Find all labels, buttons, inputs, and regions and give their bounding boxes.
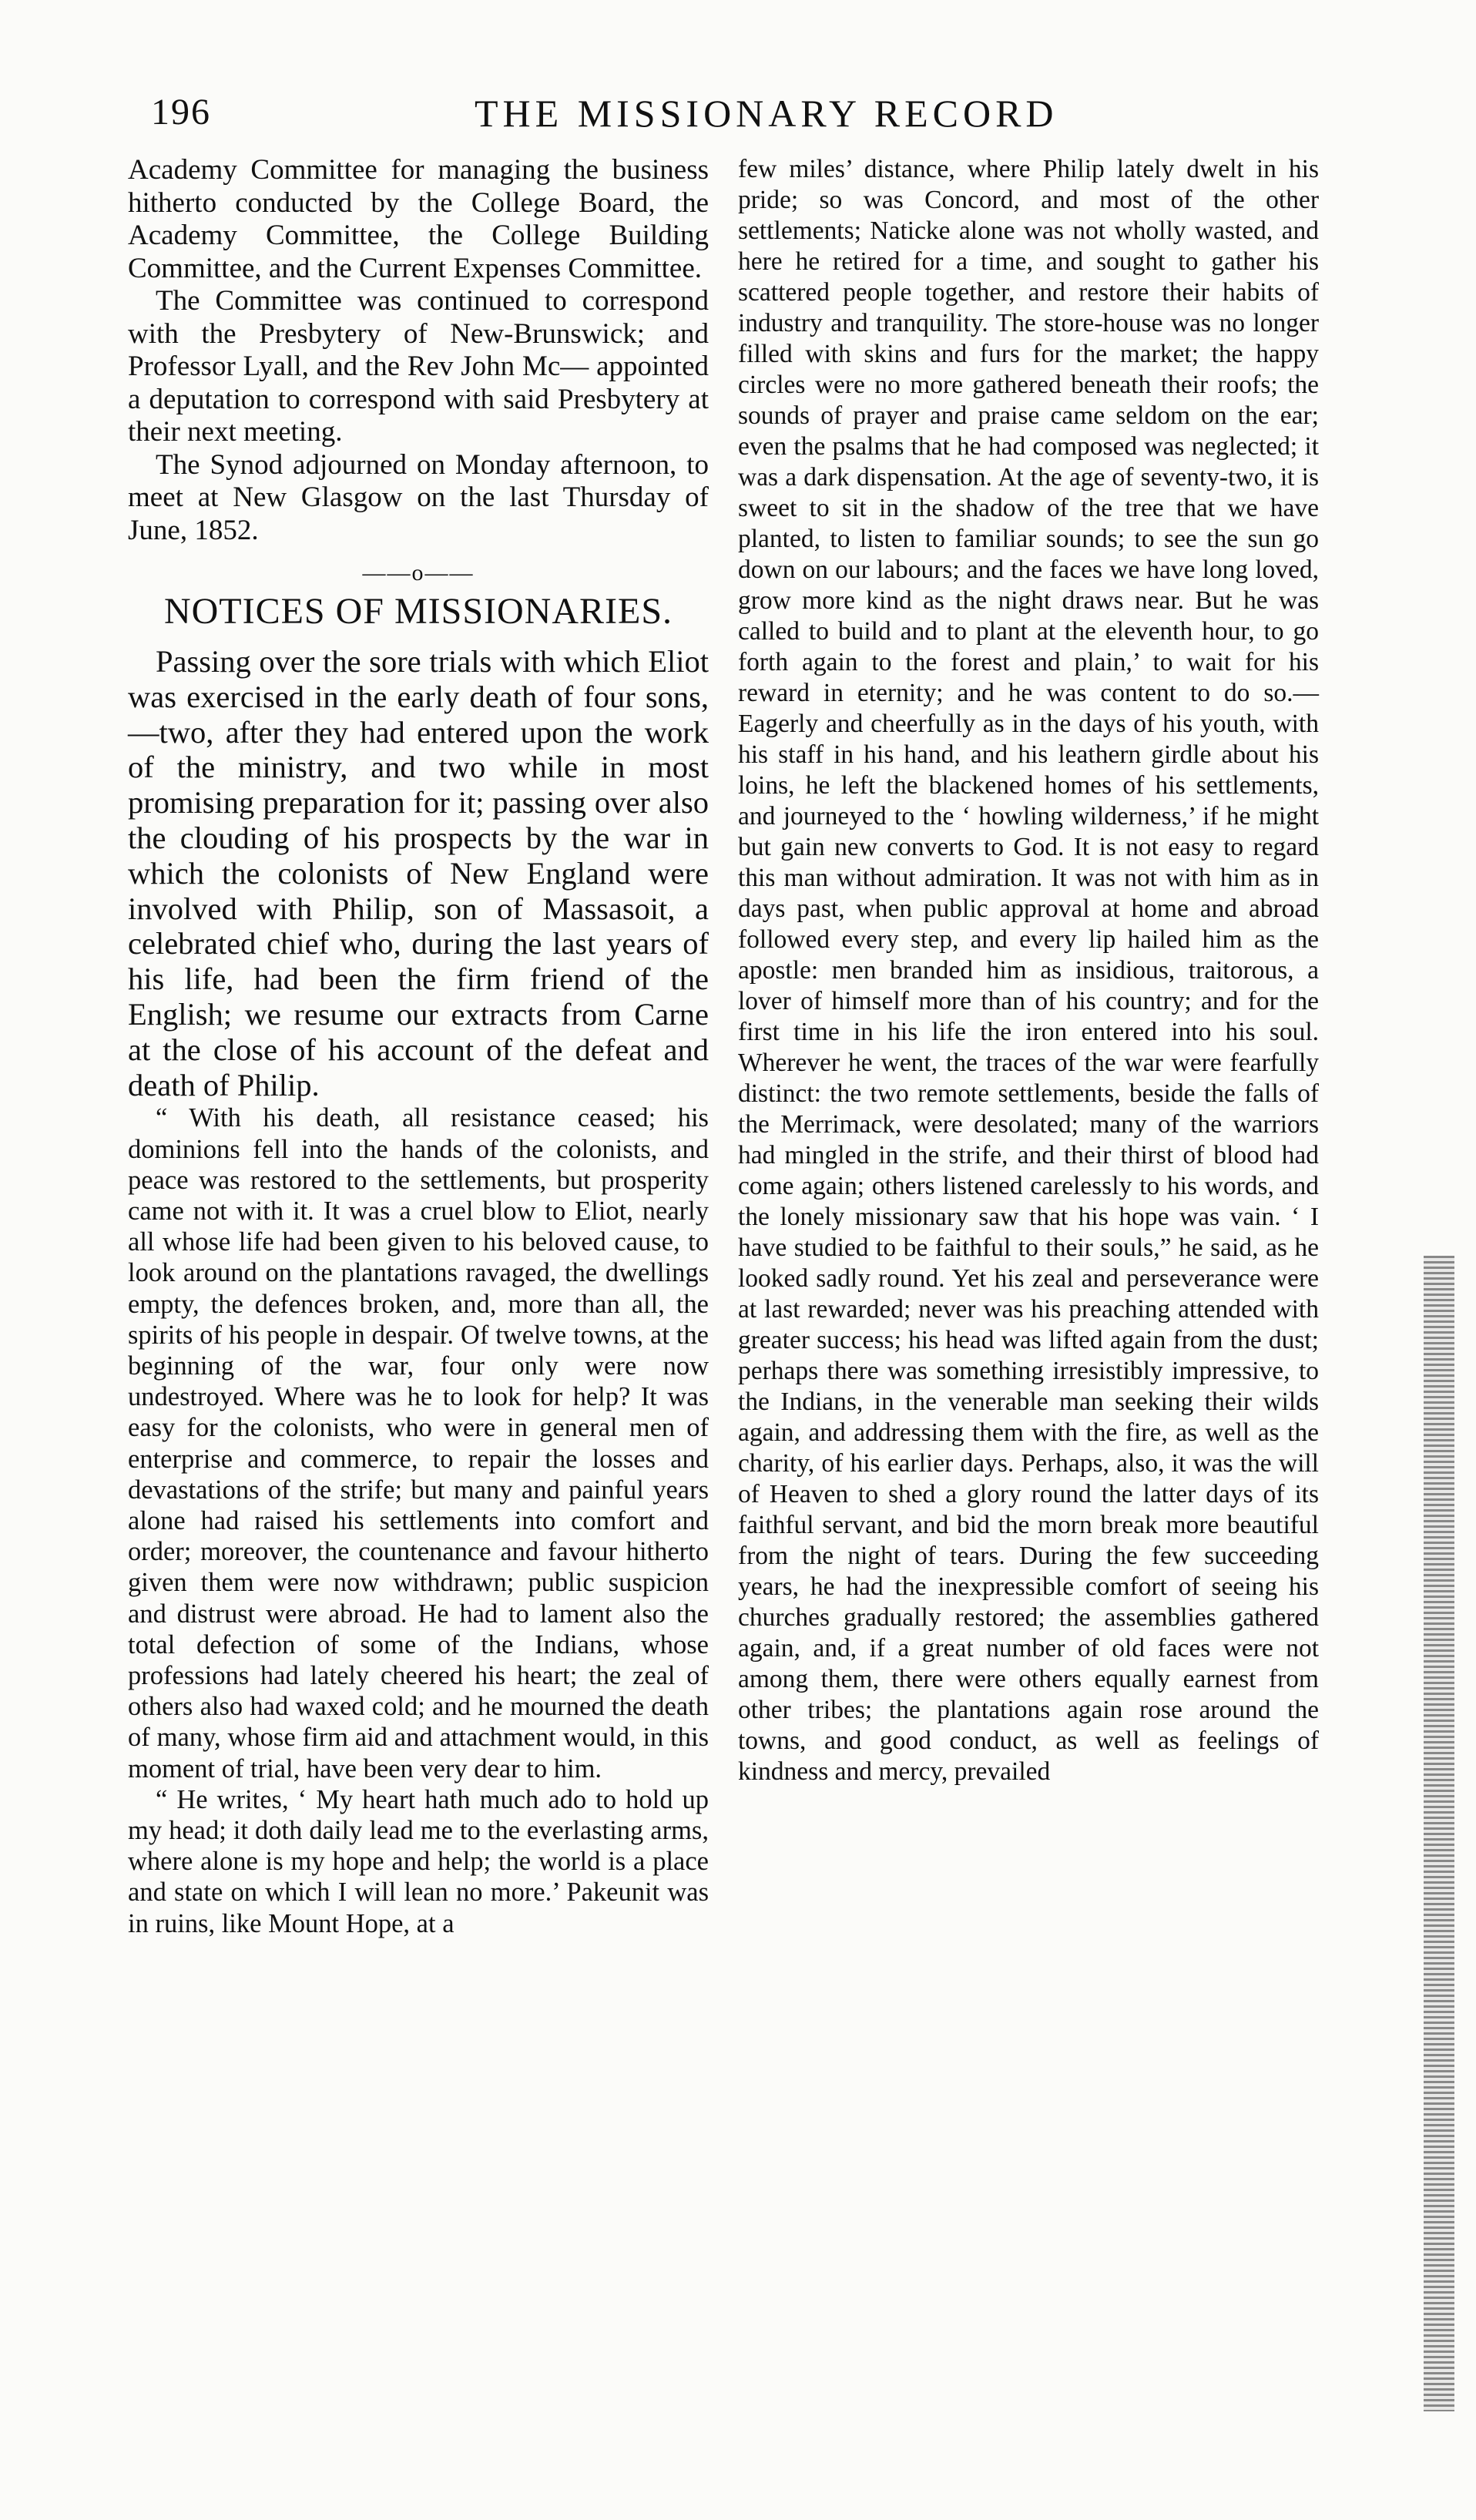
section-separator: ——o—— xyxy=(362,560,475,586)
left-column xyxy=(128,154,709,1939)
quotation-paragraph: “ With his death, all resistance ceased; his dominions fell into the hands of the colonists, and peace was restored to the settlements, but prosperity came not with it. It was a cruel blow to Eliot, nearly all whose life had been given to his beloved cause, to look around on the plantations ravaged, the dwellings empty, the defences broken, and, more than all, the spirits of his people in despair. Of twelve towns, at the beginning of the war, four only were now undestroyed. Where was he to look for help? It was easy for the colonists, who were in general men of enterprise and commerce, to repair the losses and devastations of the strife; but many and painful years alone had raised his settlements into comfort and order; moreover, the countenance and favour hitherto given them were now withdrawn; public suspicion and distrust were abroad. He had to lament also the total defection of some of the Indians, whose professions had lately cheered his heart; the zeal of others also had waxed cold; and he mourned the death of many, whose firm aid and attachment would, in this moment of trial, have been very dear to him. xyxy=(128,1103,709,1783)
synod-adjournment-paragraph: The Synod adjourned on Monday afternoon, to meet at New Glasgow on the last Thursday of June, 1852. xyxy=(128,448,709,546)
naticke-continuation-paragraph: few miles’ distance, where Philip lately dwelt in his pride; so was Concord, and most of the other settlements; Naticke alone was not wholly wasted, and here he retired for a time, and sought to gather his scattered people together, and restore their habits of industry and tranquility. The store-house was no longer filled with skins and furs for the market; the happy circles were no more gathered beneath their roofs; the sounds of prayer and praise came seldom on the ear; even the psalms that he had composed was neglected; it was a dark dispensation. At the age of seventy-two, it is sweet to sit in the shadow of the tree that we have planted, to listen to familiar sounds; to see the sun go down on our labours; and the faces we have long loved, grow more kind as the night draws near. But he was called to build and to plant at the eleventh hour, to go forth again to the forest and plain,’ to wait for his reward in eternity; and he was content to do so.—Eagerly and cheerfully as in the days of his youth, with his staff in his hand, and his leathern girdle about his loins, he left the blackened homes of his settlements, and journeyed to the ‘ howling wilderness,’ if he might but gain new converts to God. It is not easy to regard this man without admiration. It was not with him as in days past, when public approval at home and abroad followed every step, and every lip hailed him as the apostle: men branded him as insidious, traitorous, a lover of himself more than of his country; and for the first time in his life the iron entered into his soul. Wherever he went, the traces of the war were fearfully distinct: the two remote settlements, beside the falls of the Merrimack, were desolated; many of the warriors had mingled in the strife, and their thirst of blood had come again; others listened carelessly to his words, and the lonely missionary saw that his hope was vain. ‘ I have studied to be faithful to their souls,” he said, as he looked sadly round. Yet his zeal and perseverance were at last rewarded; never was his preaching attended with greater success; his head was lifted again from the dust; perhaps there was something irresistibly impressive, to the Indians, in the venerable man seeking their wilds again, and addressing them with the fire, as well as the charity, of his earlier days. Perhaps, also, it was the will of Heaven to shed a glory round the latter days of its faithful servant, and bid the morn break more beautiful from the night of tears. During the few succeeding years, he had the inexpressible comfort of seeing his churches gradually restored; the assemblies gathered again, and, if a great number of old faces were not among them, there were others equally earnest from other tribes; the plantations again rose around the towns, and good conduct, as well as feelings of kindness and mercy, prevailed xyxy=(738,155,1319,1786)
running-title: THE MISSIONARY RECORD xyxy=(475,92,1058,135)
scan-edge-strip xyxy=(1424,1256,1454,2411)
eliot-letter-paragraph: “ He writes, ‘ My heart hath much ado to hold up my head; it doth daily lead me to the everlasting arms, where alone is my hope and help; the world is a place and state on which I will lean no more.’ Pakeunit was in ruins, like Mount Hope, at a xyxy=(128,1784,709,1938)
section-heading: NOTICES OF MISSIONARIES. xyxy=(163,591,673,632)
presbytery-deputation-paragraph: The Committee was continued to correspond with the Presbytery of New-Brunswick; and Professor Lyall, and the Rev John Mc— appointed a deputation to correspond with said Presbytery at their next meeting. xyxy=(128,285,709,448)
eliot-intro-paragraph: Passing over the sore trials with which Eliot was exercised in the early death of four sons,—two, after they had entered upon the work of the ministry, and two while in most promising preparation for it; passing over also the clouding of his prospects by the war in which the colonists of New England were involved with Philip, son of Massasoit, a celebrated chief who, during the last years of his life, had been the firm friend of the English; we resume our extracts from Carne at the close of his account of the defeat and death of Philip. xyxy=(128,644,709,1102)
synod-committee-paragraph: Academy Committee for managing the business hitherto conducted by the College Board, the Academy Committee, the College Building Committee, and the Current Expenses Committee. xyxy=(128,154,709,284)
page-number: 196 xyxy=(151,92,211,133)
right-column xyxy=(738,154,1319,1787)
page-header xyxy=(151,91,1368,137)
